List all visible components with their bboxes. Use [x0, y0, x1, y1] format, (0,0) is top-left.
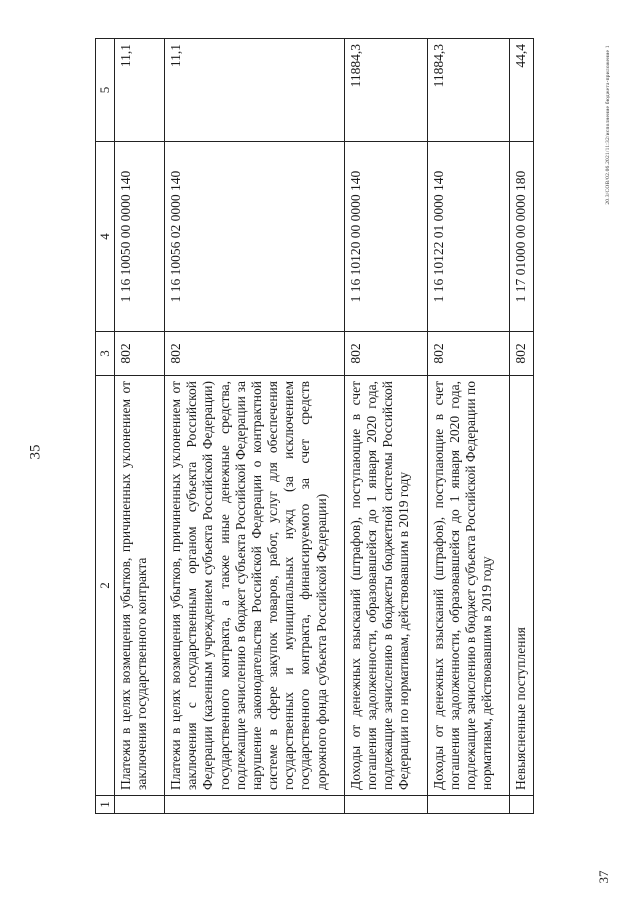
table-header-col1: 1 [96, 796, 115, 814]
table-header-col5: 5 [96, 39, 115, 142]
page-number-inner: 35 [27, 444, 44, 460]
description-cell: Доходы от денежных взысканий (штрафов), поступающие в счет погашения задолженности, образовавшейся до 1 января 2020 года, подлежащие зачислению в бюджеты бюджетной системы Российской Федерации по нормативам, действовавшим в 2019 году [344, 376, 427, 796]
description-cell: Платежи в целях возмещения убытков, причиненных уклонением от заключения государственного контракта [114, 376, 164, 796]
table-header-col4: 4 [96, 142, 115, 332]
table-row [114, 39, 164, 814]
amount-cell: 11,1 [114, 39, 164, 142]
admin-code-cell: 802 [427, 332, 510, 376]
page-number-outer: 37 [596, 870, 611, 884]
table-row [510, 39, 533, 814]
row-number-cell [164, 796, 344, 814]
kbk-code-cell: 1 17 01000 00 0000 180 [510, 142, 533, 332]
row-number-cell [114, 796, 164, 814]
kbk-code-cell: 1 16 10122 01 0000 140 [427, 142, 510, 332]
kbk-code-cell: 1 16 10050 00 0000 140 [114, 142, 164, 332]
table-row [164, 39, 344, 814]
kbk-code-cell: 1 16 10120 00 0000 140 [344, 142, 427, 332]
row-number-cell [427, 796, 510, 814]
description-cell: Невыясненные поступления [510, 376, 533, 796]
amount-cell: 44,4 [510, 39, 533, 142]
table-header-row [96, 39, 115, 814]
table-header-col2: 2 [96, 376, 115, 796]
amount-cell: 11,1 [164, 39, 344, 142]
document-stamp: 20.3/СОВ/02.06.2021/11:32/исполнение бюджета-приложение 1 [605, 45, 611, 205]
kbk-code-cell: 1 16 10056 02 0000 140 [164, 142, 344, 332]
admin-code-cell: 802 [510, 332, 533, 376]
table-header-col3: 3 [96, 332, 115, 376]
amount-cell: 11884,3 [427, 39, 510, 142]
description-cell: Доходы от денежных взысканий (штрафов), поступающие в счет погашения задолженности, образовавшейся до 1 января 2020 года, подлежащие зачислению в бюджет субъекта Российской Федерации по нормативам, действовавшим в 2019 году [427, 376, 510, 796]
table-row [344, 39, 427, 814]
amount-cell: 11884,3 [344, 39, 427, 142]
revenue-table [95, 38, 534, 814]
admin-code-cell: 802 [114, 332, 164, 376]
admin-code-cell: 802 [164, 332, 344, 376]
row-number-cell [510, 796, 533, 814]
row-number-cell [344, 796, 427, 814]
admin-code-cell: 802 [344, 332, 427, 376]
revenue-table-container [95, 39, 575, 814]
description-cell: Платежи в целях возмещения убытков, причиненных уклонением от заключения с государственным органом субъекта Российской Федерации (казенным учреждением субъекта Российской Федерации) государственного контракта, а также иные денежные средства, подлежащие зачислению в бюджет субъекта Российской Федерации за нарушение законодательства Российской Федерации о контрактной системе в сфере закупок товаров, работ, услуг для обеспечения государственных и муниципальных нужд (за исключением государственного контракта, финансируемого за счет средств дорожного фонда субъекта Российской Федерации) [164, 376, 344, 796]
table-row [427, 39, 510, 814]
